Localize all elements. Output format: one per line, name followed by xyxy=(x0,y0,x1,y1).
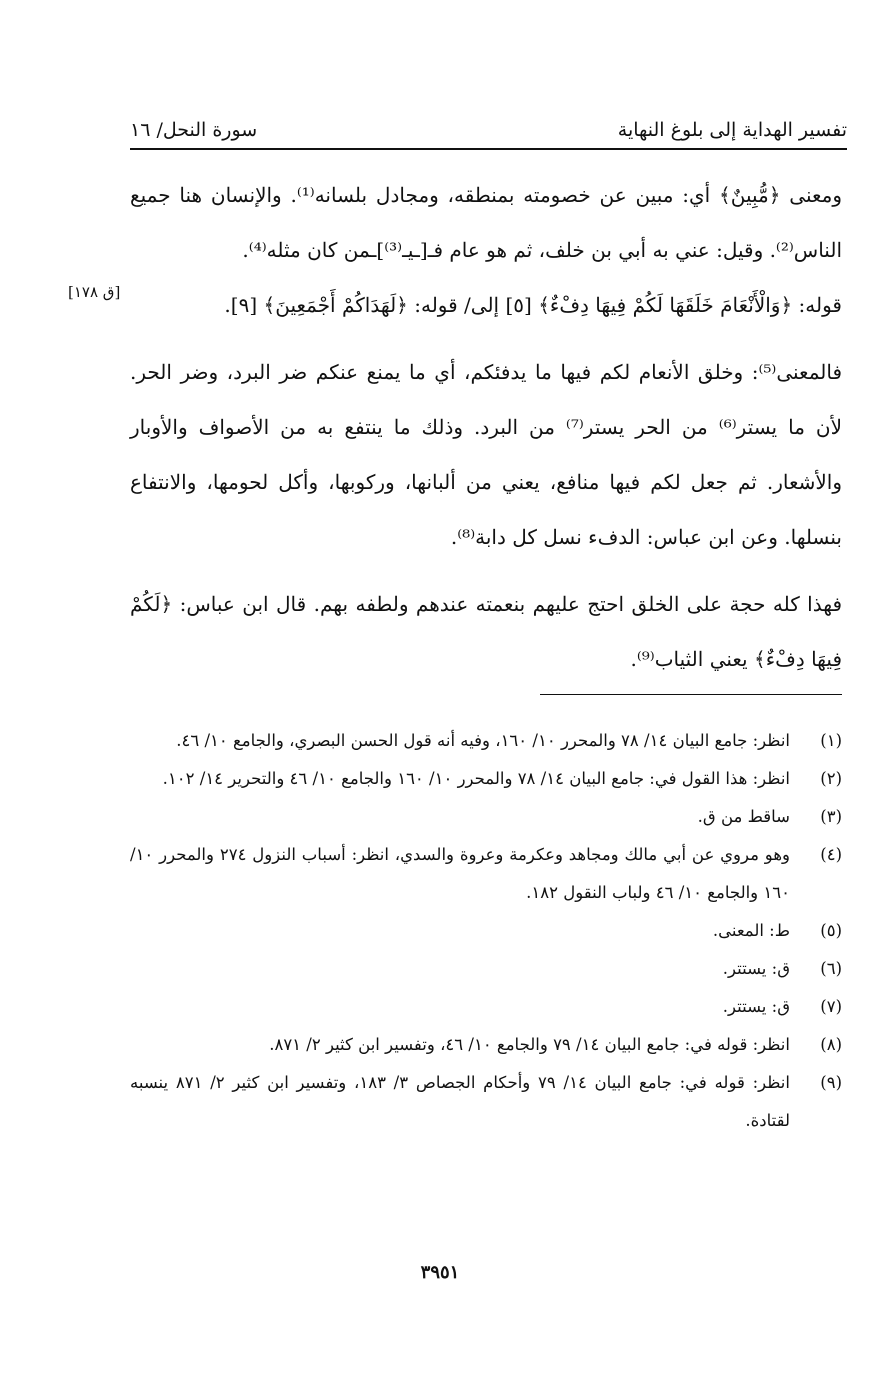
footnote-9 xyxy=(130,1064,842,1140)
footnote-text: انظر: قوله في: جامع البيان ١٤/ ٧٩ وأحكام الجصاص ٣/ ١٨٣، وتفسير ابن كثير ٢/ ٨٧١ ينسبه لقتادة. xyxy=(130,1073,790,1130)
footnote-number: (٨) xyxy=(820,1035,842,1054)
running-header xyxy=(130,112,847,148)
footnotes xyxy=(130,722,842,1140)
footnote-number: (٧) xyxy=(820,997,842,1016)
footnote-text: ق: يستتر. xyxy=(722,997,790,1016)
main-text xyxy=(130,168,842,687)
paragraph-3: فالمعنى⁽⁵⁾: وخلق الأنعام لكم فيها ما يدفئكم، أي ما يمنع عنكم ضر البرد، وضر الحر. لأن ما يستر⁽⁶⁾ من الحر يستر⁽⁷⁾ من البرد. وذلك ما ينتفع به من الأصواف والأوبار والأشعار. ثم جعل لكم فيها منافع، يعني من ألبانها، وركوبها، وأكل لحومها، والانتفاع بنسلها. وعن ابن عباس: الدفء نسل كل دابة⁽⁸⁾. xyxy=(130,360,842,549)
footnote-8 xyxy=(130,1026,842,1064)
footnote-2 xyxy=(130,760,842,798)
footnote-1 xyxy=(130,722,842,760)
footnote-text: ساقط من ق. xyxy=(697,807,790,826)
footnote-text: ط: المعنى. xyxy=(712,921,790,940)
footnote-number: (٢) xyxy=(820,769,842,788)
footnote-number: (٣) xyxy=(820,807,842,826)
footnote-number: (٦) xyxy=(820,959,842,978)
footnote-text: انظر: جامع البيان ١٤/ ٧٨ والمحرر ١٠/ ١٦٠، وفيه أنه قول الحسن البصري، والجامع ١٠/ ٤٦. xyxy=(176,731,790,750)
footnote-text: ق: يستتر. xyxy=(722,959,790,978)
paragraph-4: فهذا كله حجة على الخلق احتج عليهم بنعمته عندهم ولطفه بهم. قال ابن عباس: ﴿لَكُمْ فِيهَا دِفْءٌ﴾ يعني الثياب⁽⁹⁾. xyxy=(130,592,842,671)
header-surah-title: سورة النحل/ ١٦ xyxy=(130,119,258,141)
footnote-3 xyxy=(130,798,842,836)
footnote-5 xyxy=(130,912,842,950)
footnote-text: انظر: قوله في: جامع البيان ١٤/ ٧٩ والجامع ١٠/ ٤٦، وتفسير ابن كثير ٢/ ٨٧١. xyxy=(269,1035,790,1054)
paragraph-2: قوله: ﴿وَالْأَنْعَامَ خَلَقَهَا لَكُمْ فِيهَا دِفْءٌ﴾ [٥] إلى/ قوله: ﴿لَهَدَاكُمْ أَجْمَعِينَ﴾ [٩]. xyxy=(224,293,842,317)
footnote-number: (٥) xyxy=(820,921,842,940)
footnote-text: وهو مروي عن أبي مالك ومجاهد وعكرمة وعروة والسدي، انظر: أسباب النزول ٢٧٤ والمحرر ١٠/ ١٦٠ والجامع ١٠/ ٤٦ ولباب النقول ١٨٢. xyxy=(130,845,790,902)
footnote-4 xyxy=(130,836,842,912)
paragraph-1: ومعنى ﴿مُّبِينٌ﴾ أي: مبين عن خصومته بمنطقه، ومجادل بلسانه⁽¹⁾. والإنسان هنا جميع الناس⁽²⁾. وقيل: عني به أبي بن خلف، ثم هو عام فـ[ـيـ⁽³⁾]ـمن كان مثله⁽⁴⁾. xyxy=(130,183,842,262)
manuscript-margin-note: [ق ١٧٨] xyxy=(68,283,121,301)
footnote-6 xyxy=(130,950,842,988)
header-rule xyxy=(130,148,847,150)
footnote-number: (٩) xyxy=(820,1073,842,1092)
footnote-separator xyxy=(540,694,842,695)
footnote-number: (٤) xyxy=(820,845,842,864)
header-book-title: تفسير الهداية إلى بلوغ النهاية xyxy=(617,119,847,141)
footnote-7 xyxy=(130,988,842,1026)
footnote-number: (١) xyxy=(820,731,842,750)
footnote-text: انظر: هذا القول في: جامع البيان ١٤/ ٧٨ والمحرر ١٠/ ١٦٠ والجامع ١٠/ ٤٦ والتحرير ١٤/ ١٠٢. xyxy=(162,769,790,788)
page-number: ٣٩٥١ xyxy=(420,1262,460,1283)
